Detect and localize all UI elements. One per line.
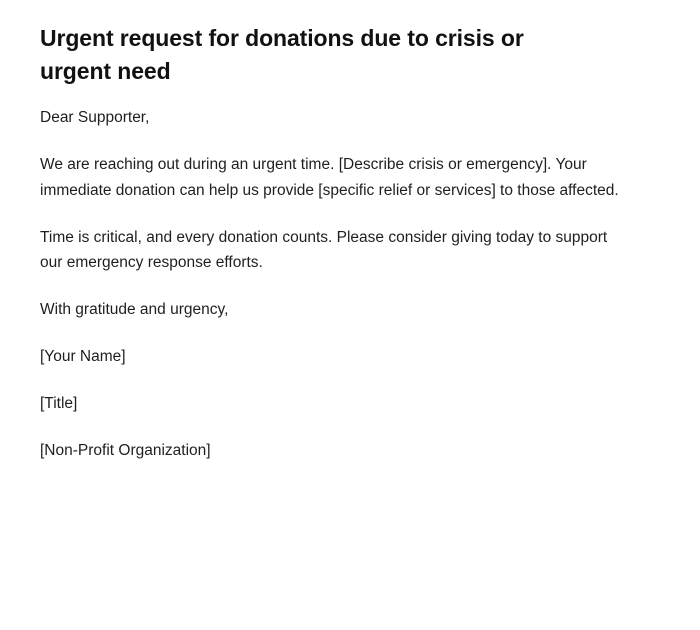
body-paragraph-1: We are reaching out during an urgent time. [Describe crisis or emergency]. Your immediate donation can help us provide [specific relief or services] to those affected. (40, 156, 619, 199)
salutation-paragraph: Dear Supporter, (40, 109, 150, 127)
closing-paragraph: With gratitude and urgency, (40, 300, 229, 318)
signature-title: [Title] (40, 395, 78, 413)
signature-name: [Your Name] (40, 347, 126, 365)
page-title: Urgent request for donations due to crisis or urgent need (40, 25, 524, 84)
body-paragraph-2: Time is critical, and every donation counts. Please consider giving today to support our emergency response efforts. (40, 228, 608, 271)
signature-organization: [Non-Profit Organization] (40, 442, 211, 460)
